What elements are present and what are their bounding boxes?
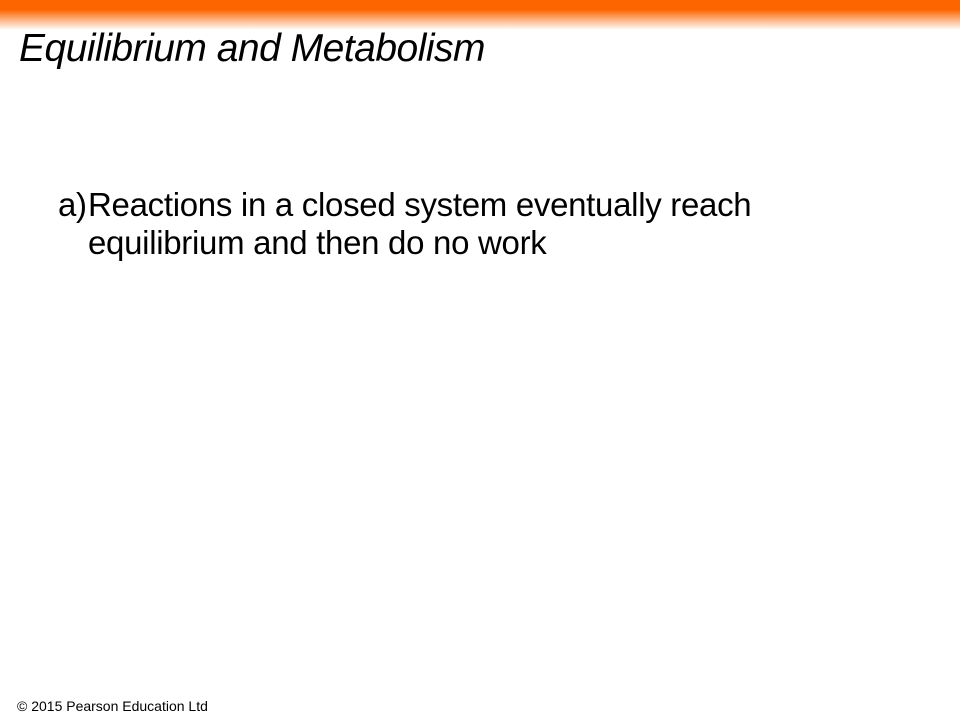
- bullet-line-2: equilibrium and then do no work: [88, 224, 547, 261]
- bullet-line-1: Reactions in a closed system eventually reach: [88, 186, 752, 223]
- bullet-item: [58, 186, 751, 262]
- copyright-footer: © 2015 Pearson Education Ltd: [17, 698, 208, 714]
- slide-title: Equilibrium and Metabolism: [19, 27, 486, 70]
- bullet-text: [88, 186, 751, 262]
- bullet-marker: a): [58, 186, 87, 223]
- header-gradient-bar: [0, 0, 960, 30]
